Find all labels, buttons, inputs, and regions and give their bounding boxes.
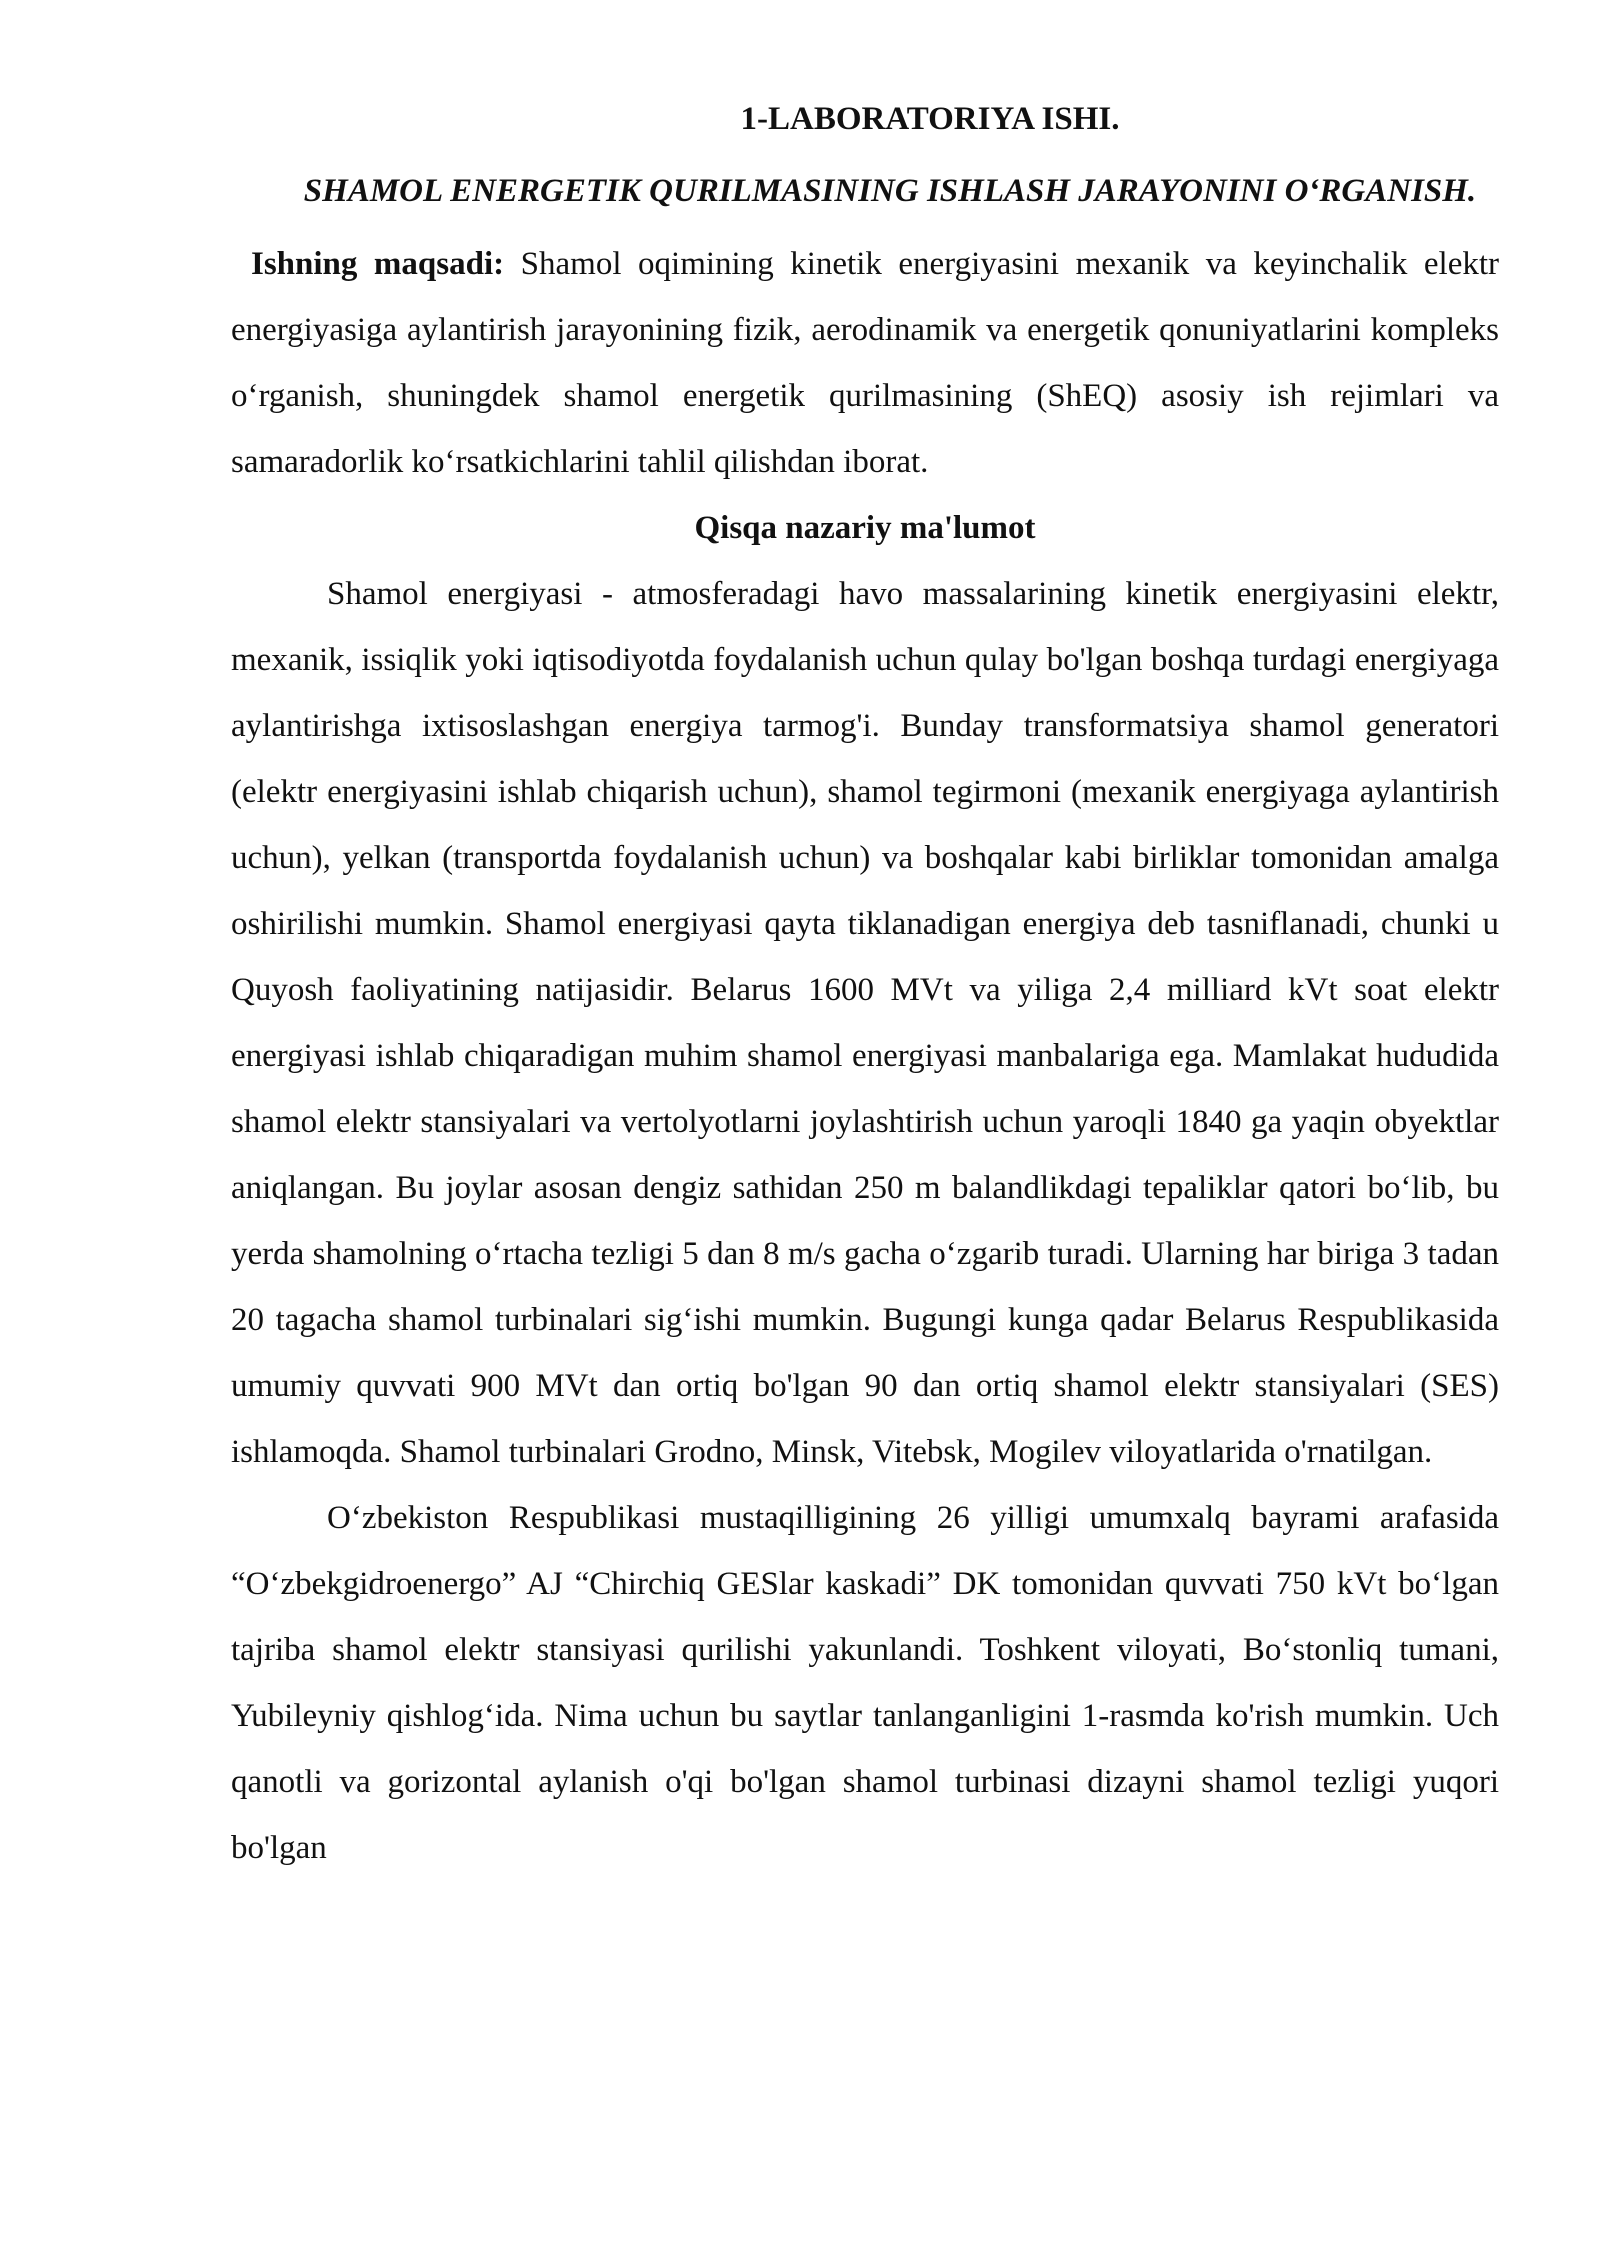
lab-title: 1-LABORATORIYA ISHI. [740,101,1120,137]
section-heading: Qisqa nazariy ma'lumot [694,510,1036,546]
goal-label: Ishning maqsadi: [251,246,505,282]
paragraph-wind-energy: Shamol energiyasi - atmosferadagi havo massalarining kinetik energiyasini elektr, mexanik, issiqlik yoki iqtisodiyotda foydalanish uchun qulay bo'lgan boshqa turdagi energiyaga aylantirishga ixtisoslashgan energiya tarmog'i. Bunday transformatsiya shamol generatori (elektr energiyasini ishlab chiqarish uchun), shamol tegirmoni (mexanik energiyaga aylantirish uchun), yelkan (transportda foydalanish uchun) va boshqalar kabi birliklar tomonidan amalga oshirilishi mumkin. Shamol energiyasi qayta tiklanadigan energiya deb tasniflanadi, chunki u Quyosh faoliyatining natijasidir. Belarus 1600 MVt va yiliga 2,4 milliard kVt soat elektr energiyasi ishlab chiqaradigan muhim shamol energiyasi manbalariga ega. Mamlakat hududida shamol elektr stansiyalari va vertolyotlarni joylashtirish uchun yaroqli 1840 ga yaqin obyektlar aniqlangan. Bu joylar asosan dengiz sathidan 250 m balandlikdagi tepaliklar qatori bo‘lib, bu yerda shamolning o‘rtacha tezligi 5 dan 8 m/s gacha o‘zgarib turadi. Ularning har biriga 3 tadan 20 tagacha shamol turbinalari sig‘ishi mumkin. Bugungi kunga qadar Belarus Respublikasida umumiy quvvati 900 MVt dan ortiq bo'lgan 90 dan ortiq shamol elektr stansiyalari (SES) ishlamoqda. Shamol turbinalari Grodno, Minsk, Vitebsk, Mogilev viloyatlarida o'rnatilgan. [231,576,1499,1470]
goal-text: Shamol oqimining kinetik energiyasini mexanik va keyinchalik elektr energiyasiga aylantirish jarayonining fizik, aerodinamik va energetik qonuniyatlarini kompleks o‘rganish, shuningdek shamol energetik qurilmasining (ShEQ) asosiy ish rejimlari va samaradorlik ko‘rsatkichlarini tahlil qilishdan iborat. [231,246,1499,480]
goal-paragraph [231,231,1499,495]
paragraph-uzbekistan: O‘zbekiston Respublikasi mustaqilligining 26 yilligi umumxalq bayrami arafasida “O‘zbekgidroenergo” AJ “Chirchiq GESlar kaskadi” DK tomonidan quvvati 750 kVt bo‘lgan tajriba shamol elektr stansiyasi qurilishi yakunlandi. Toshkent viloyati, Bo‘stonliq tumani, Yubileyniy qishlog‘ida. Nima uchun bu saytlar tanlanganligini 1-rasmda ko'rish mumkin. Uch qanotli va gorizontal aylanish o'qi bo'lgan shamol turbinasi dizayni shamol tezligi yuqori bo'lgan [231,1500,1499,1866]
lab-subtitle: SHAMOL ENERGETIK QURILMASINING ISHLASH JARAYONINI O‘RGANISH. [303,173,1477,209]
document-content [231,95,1499,1881]
